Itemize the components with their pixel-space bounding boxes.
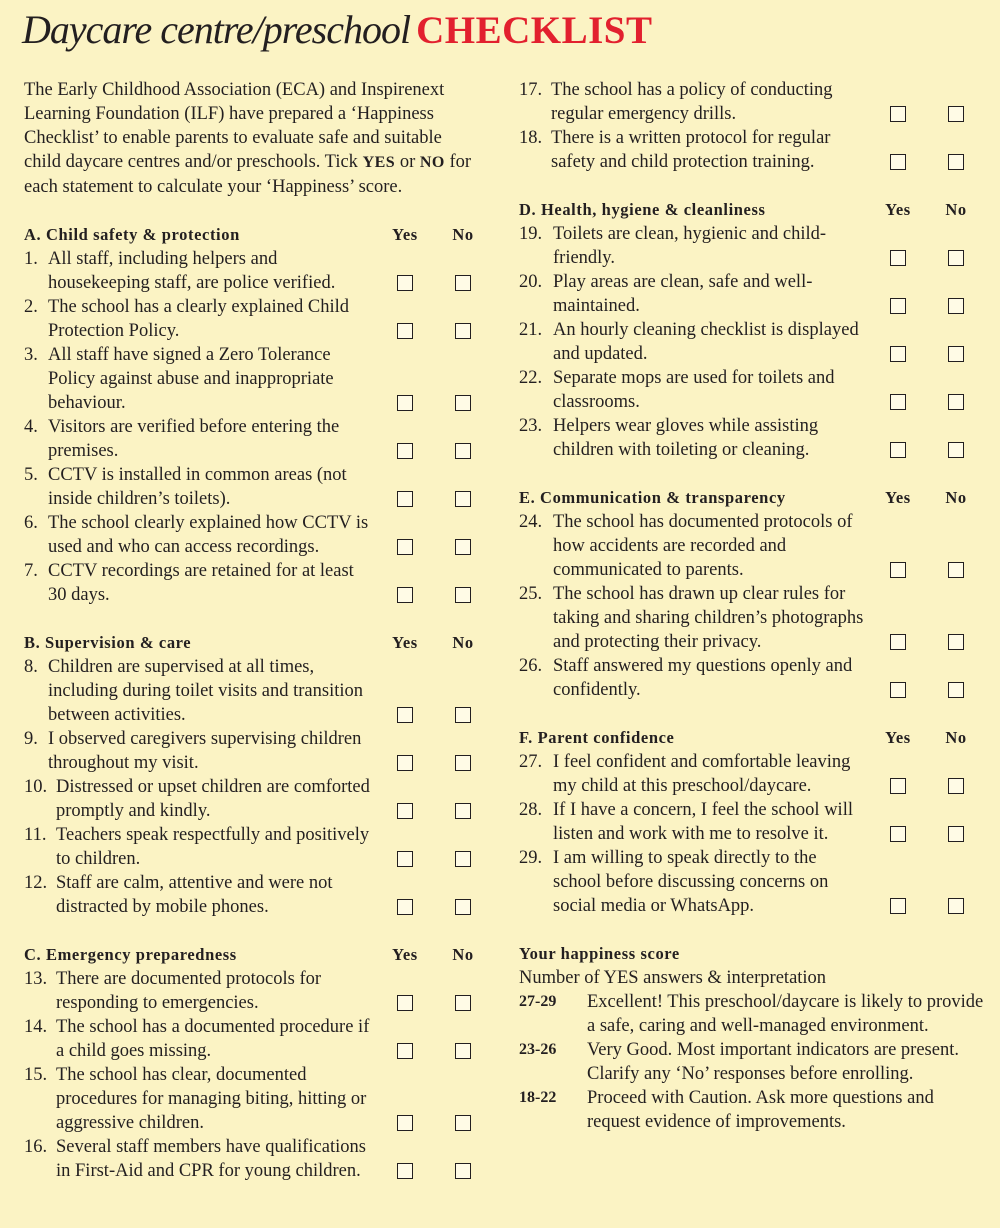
yes-checkbox[interactable] (869, 678, 927, 702)
no-column-label: No (945, 488, 967, 507)
item-number: 19. (519, 224, 543, 244)
intro-text-end: for each statement to calculate your ‘Happiness’ score. (24, 152, 472, 197)
section-header (519, 726, 985, 750)
item-number: 26. (519, 656, 543, 676)
yes-checkbox[interactable] (376, 439, 434, 463)
checklist-item (519, 366, 985, 414)
yes-checkbox[interactable] (869, 630, 927, 654)
no-checkbox[interactable] (434, 391, 492, 415)
yes-checkbox[interactable] (869, 822, 927, 846)
yes-checkbox[interactable] (376, 535, 434, 559)
item-number: 12. (24, 873, 48, 893)
yes-checkbox[interactable] (869, 294, 927, 318)
item-text (24, 343, 376, 415)
title-bold: CHECKLIST (416, 9, 653, 52)
yes-checkbox[interactable] (869, 438, 927, 462)
item-text (24, 559, 376, 607)
no-checkbox[interactable] (927, 822, 985, 846)
yes-checkbox[interactable] (869, 390, 927, 414)
no-checkbox[interactable] (927, 678, 985, 702)
item-text (24, 775, 376, 823)
no-checkbox[interactable] (434, 1039, 492, 1063)
yes-checkbox[interactable] (376, 703, 434, 727)
item-statement: I feel confident and comfortable leaving my child at this preschool/daycare. (553, 752, 851, 796)
score-interpretation: Proceed with Caution. Ask more questions and request evidence of improvements. (587, 1088, 934, 1132)
item-statement: Distressed or upset children are comforted promptly and kindly. (56, 777, 370, 821)
item-number: 2. (24, 297, 38, 317)
item-statement: Separate mops are used for toilets and classrooms. (553, 368, 835, 412)
intro-text: The Early Childhood Association (ECA) and Inspirenext Learning Foundation (ILF) have prepared a ‘Happiness Checklist’ to enable parents to evaluate safe and suitable child daycare centres and/or preschools. Tick (24, 80, 445, 172)
page-title (22, 6, 652, 56)
no-checkbox[interactable] (927, 630, 985, 654)
no-checkbox[interactable] (434, 799, 492, 823)
section-title: F. Parent confidence (519, 728, 675, 747)
item-text (24, 871, 376, 919)
section-title: D. Health, hygiene & cleanliness (519, 200, 766, 219)
checklist-item (24, 343, 492, 415)
title-italic: Daycare centre/preschool (22, 7, 411, 52)
item-text (519, 582, 869, 654)
yes-column-label: Yes (392, 225, 418, 244)
item-statement: Visitors are verified before entering the premises. (48, 417, 340, 461)
item-text (24, 1135, 376, 1183)
yes-checkbox[interactable] (869, 774, 927, 798)
item-statement: Children are supervised at all times, including during toilet visits and transition between activities. (48, 657, 363, 725)
item-number: 9. (24, 729, 38, 749)
yes-checkbox[interactable] (869, 246, 927, 270)
item-number: 27. (519, 752, 543, 772)
item-text (519, 78, 869, 126)
item-statement: The school has a documented procedure if a child goes missing. (56, 1017, 370, 1061)
item-statement: CCTV is installed in common areas (not inside children’s toilets). (48, 465, 347, 509)
checklist-item (519, 654, 985, 702)
item-text (519, 318, 869, 366)
no-checkbox[interactable] (434, 487, 492, 511)
item-statement: All staff have signed a Zero Tolerance Policy against abuse and inappropriate behaviour. (48, 345, 334, 413)
item-text (24, 415, 376, 463)
item-number: 6. (24, 513, 38, 533)
checklist-item (519, 126, 985, 174)
item-number: 14. (24, 1017, 48, 1037)
checklist-item (519, 414, 985, 462)
yes-checkbox[interactable] (376, 1159, 434, 1183)
yes-checkbox[interactable] (869, 102, 927, 126)
yes-column-label: Yes (392, 633, 418, 652)
checklist-item (24, 1135, 492, 1183)
item-statement: All staff, including helpers and housekeeping staff, are police verified. (48, 249, 336, 293)
item-number: 3. (24, 345, 38, 365)
no-checkbox[interactable] (434, 895, 492, 919)
score-range: 23-26 (519, 1041, 557, 1058)
item-text (24, 823, 376, 871)
item-number: 11. (24, 825, 47, 845)
checklist-section (519, 486, 985, 702)
checklist-section (24, 631, 492, 919)
item-number: 24. (519, 512, 543, 532)
score-band (519, 990, 985, 1038)
item-statement: CCTV recordings are retained for at least 30 days. (48, 561, 354, 605)
no-checkbox[interactable] (927, 102, 985, 126)
checklist-item (519, 222, 985, 270)
right-column (519, 78, 985, 1134)
item-statement: Teachers speak respectfully and positively to children. (56, 825, 370, 869)
item-statement: An hourly cleaning checklist is displayed and updated. (553, 320, 859, 364)
item-number: 15. (24, 1065, 48, 1085)
item-statement: The school has clear, documented procedures for managing biting, hitting or aggressive children. (56, 1065, 367, 1133)
no-checkbox[interactable] (434, 1159, 492, 1183)
item-statement: Helpers wear gloves while assisting children with toileting or cleaning. (553, 416, 819, 460)
item-statement: Staff answered my questions openly and confidently. (553, 656, 853, 700)
item-text (519, 414, 869, 462)
no-checkbox[interactable] (434, 319, 492, 343)
checklist-item (24, 655, 492, 727)
checklist-item (24, 967, 492, 1015)
section-title: C. Emergency preparedness (24, 945, 237, 964)
item-statement: If I have a concern, I feel the school will listen and work with me to resolve it. (553, 800, 853, 844)
checklist-item (24, 511, 492, 559)
yes-checkbox[interactable] (869, 558, 927, 582)
checklist-item (519, 270, 985, 318)
item-text (24, 463, 376, 511)
item-number: 18. (519, 128, 543, 148)
no-checkbox[interactable] (927, 342, 985, 366)
item-text (24, 511, 376, 559)
item-statement: The school has a policy of conducting regular emergency drills. (551, 80, 833, 124)
item-number: 5. (24, 465, 38, 485)
item-number: 29. (519, 848, 543, 868)
score-bands (519, 990, 985, 1134)
item-text (519, 126, 869, 174)
section-header (24, 631, 492, 655)
item-statement: The school clearly explained how CCTV is used and who can access recordings. (48, 513, 369, 557)
yes-checkbox[interactable] (869, 342, 927, 366)
no-checkbox[interactable] (927, 894, 985, 918)
no-checkbox[interactable] (434, 751, 492, 775)
checklist-section (519, 726, 985, 918)
intro-no: NO (419, 154, 445, 171)
item-statement: There is a written protocol for regular safety and child protection training. (551, 128, 831, 172)
yes-column-label: Yes (885, 488, 911, 507)
no-column-label: No (452, 225, 474, 244)
no-checkbox[interactable] (434, 439, 492, 463)
yes-checkbox[interactable] (376, 319, 434, 343)
checklist-item (519, 582, 985, 654)
section-header (519, 198, 985, 222)
checklist-item (24, 823, 492, 871)
item-number: 8. (24, 657, 38, 677)
yes-checkbox[interactable] (376, 391, 434, 415)
yes-checkbox[interactable] (376, 847, 434, 871)
item-statement: The school has a clearly explained Child Protection Policy. (48, 297, 350, 341)
no-checkbox[interactable] (434, 535, 492, 559)
item-text (519, 510, 869, 582)
yes-checkbox[interactable] (376, 751, 434, 775)
yes-checkbox[interactable] (376, 799, 434, 823)
item-number: 21. (519, 320, 543, 340)
no-checkbox[interactable] (434, 271, 492, 295)
item-statement: The school has documented protocols of how accidents are recorded and communicated to parents. (553, 512, 853, 580)
yes-checkbox[interactable] (869, 150, 927, 174)
yes-checkbox[interactable] (376, 991, 434, 1015)
item-number: 20. (519, 272, 543, 292)
checklist-item (24, 1063, 492, 1135)
score-band (519, 1086, 985, 1134)
no-checkbox[interactable] (927, 774, 985, 798)
intro-yes: YES (362, 154, 396, 171)
no-checkbox[interactable] (927, 558, 985, 582)
yes-checkbox[interactable] (376, 583, 434, 607)
checklist-item (519, 846, 985, 918)
item-statement: Toilets are clean, hygienic and child-friendly. (553, 224, 827, 268)
intro-or: or (395, 152, 420, 172)
item-statement: I am willing to speak directly to the school before discussing concerns on social media or WhatsApp. (553, 848, 829, 916)
score-interpretation: Very Good. Most important indicators are present. Clarify any ‘No’ responses before enrolling. (587, 1040, 959, 1084)
checklist-item (519, 798, 985, 846)
section-header (24, 943, 492, 967)
yes-checkbox[interactable] (376, 487, 434, 511)
yes-checkbox[interactable] (376, 895, 434, 919)
no-column-label: No (452, 633, 474, 652)
section-header (24, 223, 492, 247)
checklist-item (24, 463, 492, 511)
item-number: 28. (519, 800, 543, 820)
item-number: 22. (519, 368, 543, 388)
checklist-item (519, 510, 985, 582)
checklist-item (519, 750, 985, 798)
section-header (519, 486, 985, 510)
item-number: 25. (519, 584, 543, 604)
item-text (24, 295, 376, 343)
item-text (519, 222, 869, 270)
item-number: 16. (24, 1137, 48, 1157)
item-statement: Staff are calm, attentive and were not distracted by mobile phones. (56, 873, 333, 917)
score-section (519, 942, 985, 1134)
section-title: B. Supervision & care (24, 633, 192, 652)
checklist-item (24, 295, 492, 343)
item-number: 23. (519, 416, 543, 436)
yes-checkbox[interactable] (376, 1039, 434, 1063)
item-text (24, 1015, 376, 1063)
checklist-section (24, 223, 492, 607)
left-column (24, 78, 492, 1183)
no-checkbox[interactable] (927, 294, 985, 318)
yes-checkbox[interactable] (376, 271, 434, 295)
right-sections (519, 78, 985, 918)
item-text (519, 654, 869, 702)
item-number: 17. (519, 80, 543, 100)
item-statement: Several staff members have qualifications in First-Aid and CPR for young children. (56, 1137, 366, 1181)
checklist-item (519, 318, 985, 366)
item-text (24, 727, 376, 775)
no-checkbox[interactable] (434, 583, 492, 607)
checklist-item (24, 1015, 492, 1063)
item-statement: I observed caregivers supervising children throughout my visit. (48, 729, 362, 773)
section-title: E. Communication & transparency (519, 488, 786, 507)
checklist-item (24, 247, 492, 295)
score-subtitle: Number of YES answers & interpretation (519, 968, 827, 988)
item-text (24, 1063, 376, 1135)
no-checkbox[interactable] (927, 246, 985, 270)
checklist-section (519, 198, 985, 462)
item-text (519, 750, 869, 798)
score-band (519, 1038, 985, 1086)
yes-column-label: Yes (885, 200, 911, 219)
no-checkbox[interactable] (927, 150, 985, 174)
yes-column-label: Yes (885, 728, 911, 747)
yes-checkbox[interactable] (869, 894, 927, 918)
checklist-section-continued (519, 78, 985, 174)
section-title: A. Child safety & protection (24, 225, 240, 244)
score-range: 18-22 (519, 1089, 557, 1106)
item-number: 7. (24, 561, 38, 581)
checklist-item (24, 559, 492, 607)
no-checkbox[interactable] (434, 991, 492, 1015)
left-sections (24, 223, 492, 1183)
no-checkbox[interactable] (927, 390, 985, 414)
item-text (24, 247, 376, 295)
item-number: 13. (24, 969, 48, 989)
no-column-label: No (945, 728, 967, 747)
item-text (519, 270, 869, 318)
checklist-section (24, 943, 492, 1183)
checklist-item (24, 775, 492, 823)
item-statement: The school has drawn up clear rules for taking and sharing children’s photographs and protecting their privacy. (553, 584, 864, 652)
item-text (24, 967, 376, 1015)
item-statement: There are documented protocols for responding to emergencies. (56, 969, 322, 1013)
no-checkbox[interactable] (434, 847, 492, 871)
checklist-item (24, 871, 492, 919)
score-interpretation: Excellent! This preschool/daycare is likely to provide a safe, caring and well-managed environment. (587, 992, 984, 1036)
checklist-item (519, 78, 985, 126)
item-number: 4. (24, 417, 38, 437)
item-number: 1. (24, 249, 38, 269)
item-text (519, 846, 869, 918)
score-range: 27-29 (519, 993, 557, 1010)
no-checkbox[interactable] (434, 1111, 492, 1135)
no-column-label: No (452, 945, 474, 964)
intro-paragraph (24, 78, 472, 199)
item-statement: Play areas are clean, safe and well-maintained. (553, 272, 813, 316)
checklist-item (24, 415, 492, 463)
no-column-label: No (945, 200, 967, 219)
item-text (519, 366, 869, 414)
item-number: 10. (24, 777, 48, 797)
score-title: Your happiness score (519, 944, 680, 963)
item-text (24, 655, 376, 727)
no-checkbox[interactable] (927, 438, 985, 462)
yes-checkbox[interactable] (376, 1111, 434, 1135)
item-text (519, 798, 869, 846)
checklist-item (24, 727, 492, 775)
no-checkbox[interactable] (434, 703, 492, 727)
yes-column-label: Yes (392, 945, 418, 964)
